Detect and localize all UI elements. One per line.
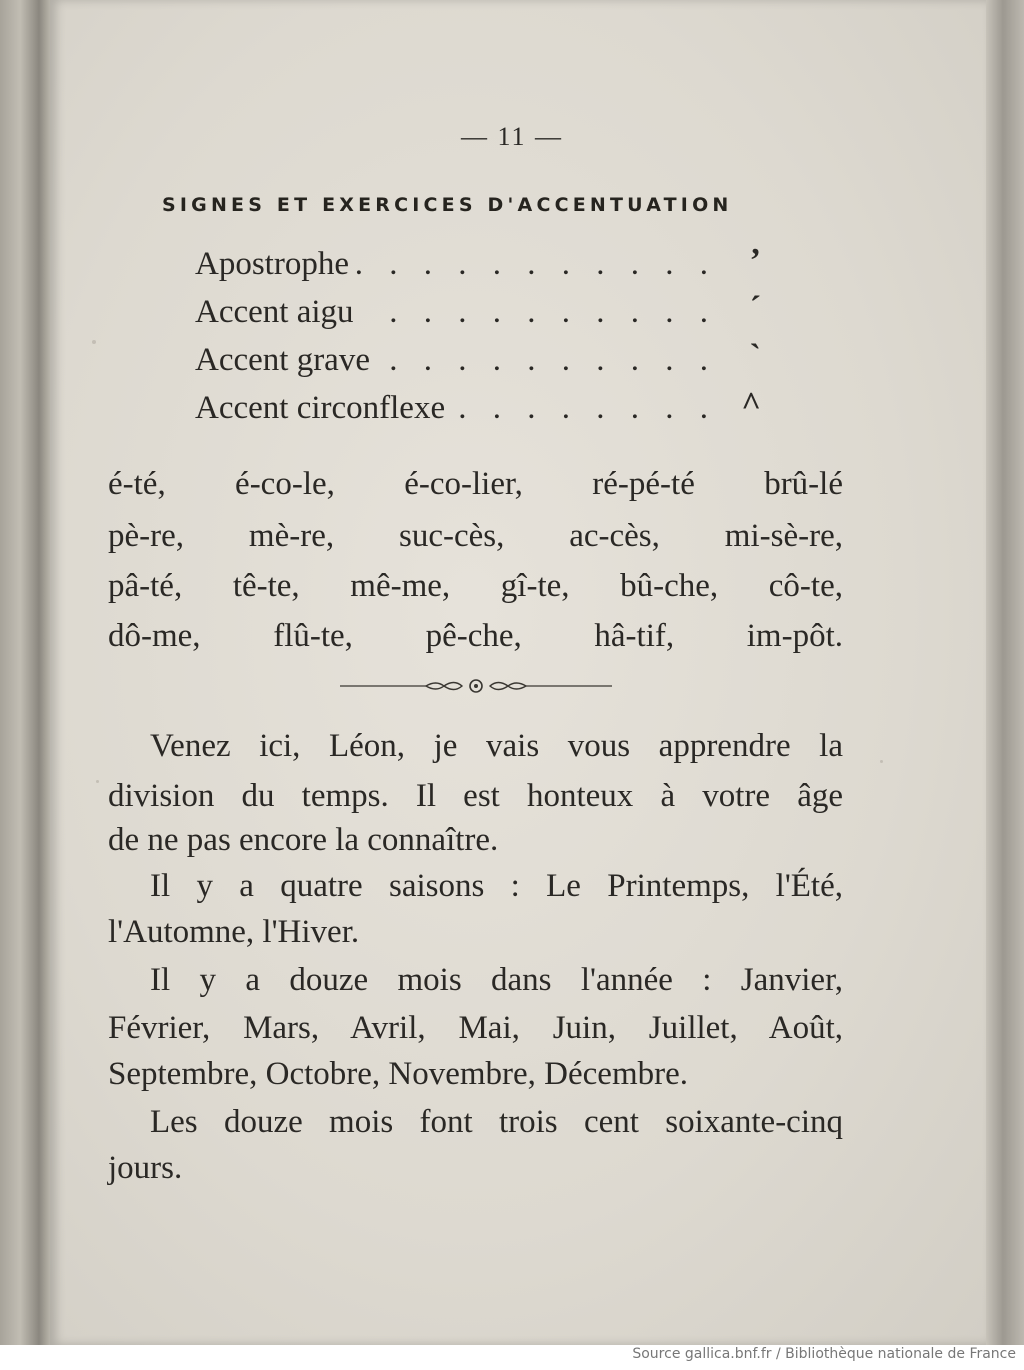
exercise-word: cô-te, bbox=[768, 568, 843, 604]
prose-line: division du temps. Il est honteux à votre âge bbox=[108, 778, 843, 814]
exercise-word: ac-cès, bbox=[569, 518, 660, 554]
book-gutter bbox=[0, 0, 50, 1345]
prose-line: l'Automne, l'Hiver. bbox=[108, 914, 360, 950]
sign-name: Apostrophe bbox=[195, 246, 349, 282]
exercise-word: mi-sè-re, bbox=[724, 518, 843, 554]
exercise-line bbox=[108, 518, 843, 555]
prose-line: jours. bbox=[108, 1150, 183, 1186]
paper-speck bbox=[96, 780, 99, 783]
ornament-divider bbox=[340, 676, 612, 696]
sign-name: Accent grave bbox=[195, 342, 370, 378]
exercise-line bbox=[108, 466, 843, 503]
prose-line: Les douze mois font trois cent soixante-cinq bbox=[150, 1104, 843, 1140]
prose-line: Il y a douze mois dans l'année : Janvier, bbox=[150, 962, 843, 998]
prose-line: Septembre, Octobre, Novembre, Décembre. bbox=[108, 1056, 689, 1092]
exercise-word: é-té, bbox=[108, 466, 166, 502]
exercise-line bbox=[108, 618, 843, 655]
exercise-word: é-co-lier, bbox=[404, 466, 523, 502]
leader-dots: . . . . . . . . . . . bbox=[354, 246, 717, 282]
page-edge bbox=[986, 0, 1024, 1345]
prose-line: Venez ici, Léon, je vais vous apprendre la bbox=[150, 728, 843, 764]
apostrophe-glyph: ’ bbox=[749, 242, 761, 279]
exercise-word: bû-che, bbox=[620, 568, 719, 604]
source-credit: Source gallica.bnf.fr / Bibliothèque nationale de France bbox=[632, 1346, 1016, 1362]
prose-line: Il y a quatre saisons : Le Printemps, l'Été, bbox=[150, 868, 843, 904]
exercise-word: hâ-tif, bbox=[594, 618, 675, 654]
exercise-word: é-co-le, bbox=[235, 466, 335, 502]
paper-speck bbox=[880, 760, 883, 763]
exercise-word: mê-me, bbox=[350, 568, 451, 604]
paper-speck bbox=[92, 340, 96, 344]
exercise-word: mè-re, bbox=[248, 518, 335, 554]
leader-dots: . . . . . . . . bbox=[458, 390, 717, 426]
leader-dots: . . . . . . . . . . bbox=[389, 342, 717, 378]
page-number: — 11 — bbox=[460, 122, 564, 151]
exercise-word: im-pôt. bbox=[746, 618, 843, 654]
prose-line: Février, Mars, Avril, Mai, Juin, Juillet, Août, bbox=[108, 1010, 843, 1046]
exercise-word: flû-te, bbox=[273, 618, 353, 654]
exercise-word: suc-cès, bbox=[398, 518, 505, 554]
sign-row-accent-grave bbox=[195, 338, 765, 388]
exercise-word: dô-me, bbox=[108, 618, 201, 654]
sign-row-accent-circonflexe bbox=[195, 386, 765, 436]
sign-row-apostrophe bbox=[195, 242, 765, 292]
exercise-word: ré-pé-té bbox=[592, 466, 695, 502]
leader-dots: . . . . . . . . . . bbox=[389, 294, 717, 330]
exercise-word: pê-che, bbox=[425, 618, 522, 654]
sign-name: Accent aigu bbox=[195, 294, 354, 330]
exercise-line bbox=[108, 568, 843, 605]
accent-aigu-glyph: ´ bbox=[749, 290, 761, 327]
exercise-word: pè-re, bbox=[108, 518, 185, 554]
prose-line: de ne pas encore la connaître. bbox=[108, 822, 499, 858]
sign-row-accent-aigu bbox=[195, 290, 765, 340]
sign-name: Accent circonflexe bbox=[195, 390, 446, 426]
section-title: SIGNES ET EXERCICES D'ACCENTUATION bbox=[162, 194, 733, 216]
accent-grave-glyph: ` bbox=[749, 338, 761, 375]
accent-circonflexe-glyph: ^ bbox=[741, 386, 761, 423]
exercise-word: pâ-té, bbox=[108, 568, 183, 604]
exercise-word: tê-te, bbox=[232, 568, 300, 604]
exercise-word: brû-lé bbox=[764, 466, 843, 502]
exercise-word: gî-te, bbox=[500, 568, 570, 604]
